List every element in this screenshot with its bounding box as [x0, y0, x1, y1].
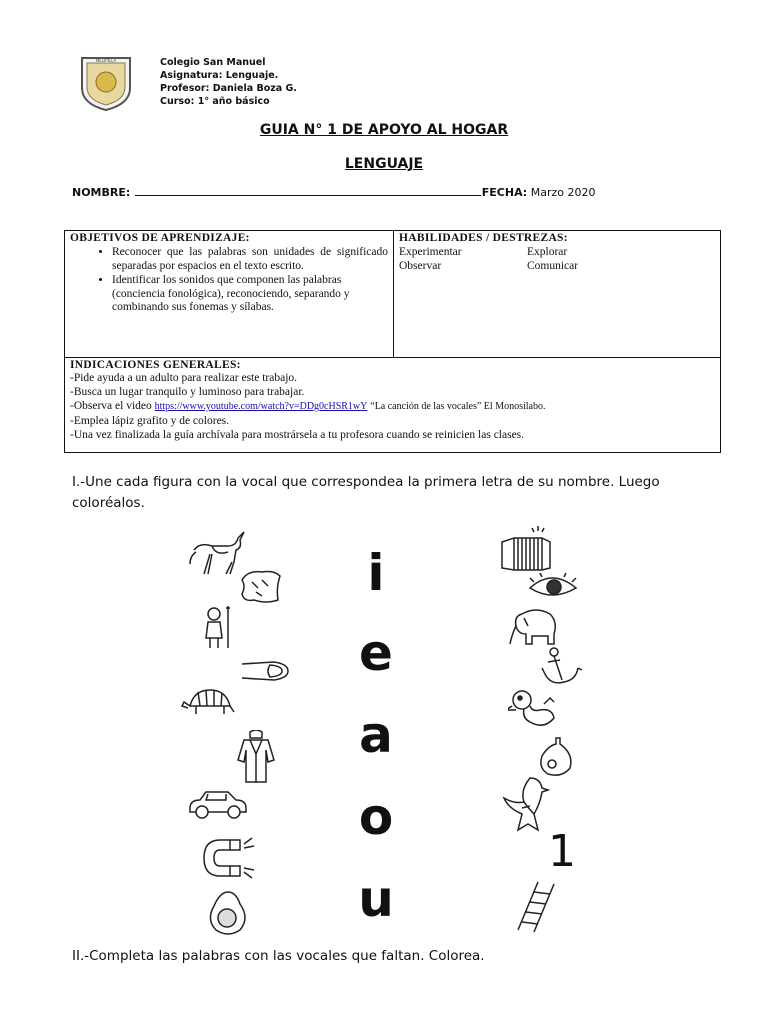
name-label: NOMBRE: — [72, 186, 131, 199]
name-date-row — [72, 185, 595, 199]
vowel-letter[interactable]: i — [367, 544, 385, 602]
video-link[interactable]: https://www.youtube.com/watch?v=DDg0cHSR1wY — [154, 401, 368, 412]
school-logo — [78, 54, 134, 112]
info-table — [64, 230, 721, 453]
armadillo-icon[interactable] — [180, 684, 236, 718]
subject-line: Asignatura: Lenguaje. — [160, 70, 279, 81]
skill-item: Experimentar — [399, 246, 462, 258]
number-one[interactable]: 1 — [548, 826, 576, 877]
accordion-icon[interactable] — [498, 524, 554, 574]
eye-icon[interactable] — [528, 572, 578, 602]
skill-item: Explorar — [527, 246, 568, 258]
finger-nail-icon[interactable] — [240, 656, 290, 686]
indications-cell — [65, 358, 721, 453]
avocado-icon[interactable] — [202, 888, 252, 938]
eagle-icon[interactable] — [500, 774, 552, 834]
date-value: Marzo 2020 — [530, 186, 596, 199]
skills-cell — [394, 231, 721, 358]
elephant-icon[interactable] — [506, 604, 560, 648]
skill-item: Observar — [399, 260, 442, 272]
skill-item: Comunicar — [527, 260, 579, 272]
teacher-line: Profesor: Daniela Boza G. — [160, 83, 297, 94]
objectives-heading: OBJETIVOS DE APRENDIZAJE: — [70, 232, 250, 244]
video-title: “La canción de las vocales” El Monosílabo. — [370, 401, 546, 412]
objectives-cell — [65, 231, 394, 358]
logo-text: MELIPILLA — [95, 58, 117, 63]
ladder-icon[interactable] — [514, 878, 558, 934]
subject-title: LENGUAJE — [344, 156, 424, 172]
date-label: FECHA: — [481, 186, 528, 199]
indication-line: -Emplea lápiz grafito y de colores. — [70, 415, 230, 427]
exercise-1-instruction: I.-Une cada figura con la vocal que correspondea la primera letra de su nombre. Luego coloréalos. — [72, 474, 660, 511]
indication-line: -Una vez finalizada la guía archívala para mostrársela a tu profesora cuando se reinicien las clases. — [70, 429, 525, 441]
native-indian-icon[interactable] — [200, 604, 236, 650]
anchor-icon[interactable] — [540, 646, 586, 688]
name-field[interactable] — [135, 185, 481, 196]
video-prefix: -Observa el video — [70, 400, 152, 412]
indication-line — [70, 399, 715, 414]
objective-item: • Reconocer que las palabras son unidades de significado separadas por espacios en el texto escrito. — [112, 246, 388, 273]
magnet-icon[interactable] — [200, 834, 266, 880]
indications-heading: INDICACIONES GENERALES: — [70, 359, 241, 371]
suit-icon[interactable] — [236, 730, 276, 784]
duck-icon[interactable] — [508, 688, 558, 736]
vowel-letter[interactable]: a — [359, 706, 393, 764]
ham-icon[interactable] — [534, 734, 578, 778]
indication-line: -Busca un lugar tranquilo y luminoso para trabajar. — [70, 386, 305, 398]
exercise-2-instruction: II.-Completa las palabras con las vocales que faltan. Colorea. — [72, 948, 485, 964]
car-icon[interactable] — [186, 786, 250, 822]
page-title: GUIA N° 1 DE APOYO AL HOGAR — [259, 122, 509, 138]
objective-item: • Identificar los sonidos que componen las palabras (conciencia fonológica), reconociendo, separando y combinando sus fonemas y sílabas. — [112, 274, 388, 315]
vowel-letter[interactable]: o — [358, 788, 394, 846]
indication-line: -Pide ayuda a un adulto para realizar este trabajo. — [70, 372, 298, 384]
skills-heading: HABILIDADES / DESTREZAS: — [399, 232, 568, 244]
course-line: Curso: 1° año básico — [160, 96, 270, 107]
pillow-icon[interactable] — [238, 566, 284, 606]
school-name: Colegio San Manuel — [160, 57, 266, 68]
vowel-letter[interactable]: u — [358, 870, 394, 928]
vowel-letter[interactable]: e — [359, 624, 393, 682]
